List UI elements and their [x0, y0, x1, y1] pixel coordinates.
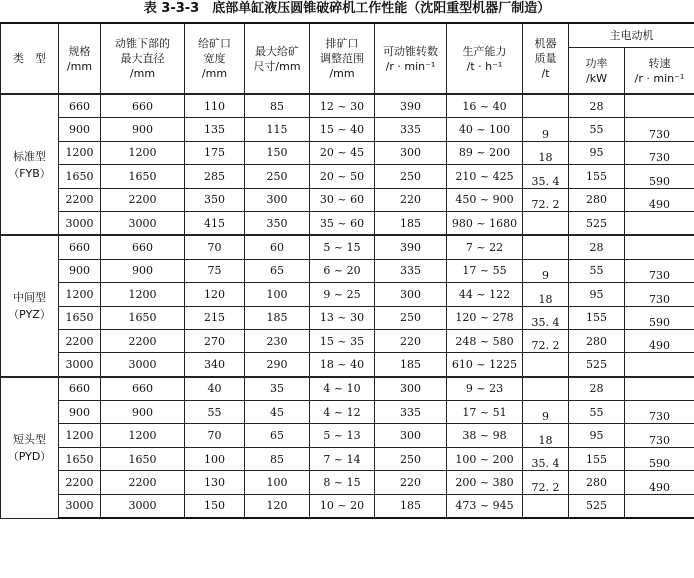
table-cell: 730 [625, 259, 694, 282]
table-cell: 3000 [101, 353, 185, 377]
table-cell: 415 [185, 211, 245, 235]
table-cell: 72. 2 [523, 188, 569, 211]
table-cell: 2200 [101, 329, 185, 352]
header-feed-width [185, 23, 245, 94]
table-row [1, 424, 694, 447]
table-cell: 13 ~ 30 [310, 306, 375, 329]
table-cell: 18 [523, 141, 569, 164]
table-cell: 1650 [59, 165, 101, 188]
table-cell: 12 ~ 30 [310, 94, 375, 118]
table-cell: 110 [185, 94, 245, 118]
table-cell: 9 [523, 401, 569, 424]
table-cell: 38 ~ 98 [447, 424, 523, 447]
table-cell: 473 ~ 945 [447, 494, 523, 518]
table-cell: 730 [625, 401, 694, 424]
table-cell: 900 [101, 118, 185, 141]
table-cell: 660 [59, 94, 101, 118]
header-spec-line2: /mm [66, 59, 93, 73]
table-cell: 335 [375, 118, 447, 141]
header-discharge-range [310, 23, 375, 94]
table-cell [523, 235, 569, 259]
table-cell [523, 211, 569, 235]
table-cell: 590 [625, 306, 694, 329]
table-cell: 250 [245, 165, 310, 188]
table-cell: 2200 [59, 329, 101, 352]
table-cell: 590 [625, 447, 694, 470]
table-cell: 900 [59, 118, 101, 141]
table-cell: 18 ~ 40 [310, 353, 375, 377]
table-cell: 490 [625, 329, 694, 352]
header-motor-power [569, 48, 625, 95]
table-cell: 44 ~ 122 [447, 283, 523, 306]
table-cell: 17 ~ 55 [447, 259, 523, 282]
header-cone-line2: 最大直径 [120, 52, 165, 65]
table-cell: 155 [569, 447, 625, 470]
table-cell: 55 [185, 401, 245, 424]
table-cell: 9 [523, 118, 569, 141]
table-cell: 270 [185, 329, 245, 352]
table-cell: 185 [375, 353, 447, 377]
header-feed-line2: 宽度 [203, 52, 226, 65]
table-cell: 525 [569, 353, 625, 377]
header-feed-line3: /mm [201, 67, 228, 80]
header-speed-line2: /r · min⁻¹ [385, 59, 436, 73]
table-cell: 185 [375, 494, 447, 518]
type-name-line: （PYZ） [8, 308, 51, 322]
table-cell: 85 [245, 447, 310, 470]
table-cell: 20 ~ 45 [310, 141, 375, 164]
table-row [1, 447, 694, 470]
table-row [1, 165, 694, 188]
table-row [1, 329, 694, 352]
type-cell [1, 235, 59, 376]
table-cell: 155 [569, 306, 625, 329]
table-cell: 335 [375, 259, 447, 282]
table-cell: 900 [59, 259, 101, 282]
type-cell [1, 377, 59, 518]
table-cell: 300 [375, 377, 447, 401]
table-cell: 1650 [101, 306, 185, 329]
table-cell: 15 ~ 35 [310, 329, 375, 352]
table-cell: 18 [523, 424, 569, 447]
table-cell: 390 [375, 235, 447, 259]
table-cell: 35. 4 [523, 447, 569, 470]
table-cell: 2200 [59, 471, 101, 494]
table-cell: 730 [625, 118, 694, 141]
table-cell [523, 377, 569, 401]
table-cell [523, 494, 569, 518]
table-cell: 15 ~ 40 [310, 118, 375, 141]
table-cell: 155 [569, 165, 625, 188]
table-cell: 95 [569, 141, 625, 164]
header-capacity-line2: /t · h⁻¹ [466, 59, 503, 73]
table-cell [625, 235, 694, 259]
table-cell: 8 ~ 15 [310, 471, 375, 494]
table-cell: 75 [185, 259, 245, 282]
table-cell: 250 [375, 447, 447, 470]
table-row [1, 141, 694, 164]
table-cell: 220 [375, 329, 447, 352]
table-cell: 135 [185, 118, 245, 141]
crusher-performance-table [0, 22, 694, 519]
table-cell: 285 [185, 165, 245, 188]
table-cell: 660 [101, 235, 185, 259]
table-cell: 55 [569, 401, 625, 424]
table-cell: 28 [569, 94, 625, 118]
table-cell: 72. 2 [523, 329, 569, 352]
table-cell: 660 [59, 235, 101, 259]
table-cell: 17 ~ 51 [447, 401, 523, 424]
table-cell: 20 ~ 50 [310, 165, 375, 188]
table-cell: 28 [569, 235, 625, 259]
table-cell: 200 ~ 380 [447, 471, 523, 494]
type-name-line: （PYD） [7, 449, 52, 463]
header-cone-speed [375, 23, 447, 94]
header-capacity [447, 23, 523, 94]
table-row [1, 306, 694, 329]
header-capacity-line1: 生产能力 [462, 44, 507, 58]
header-motor-speed [625, 48, 694, 95]
table-cell: 3000 [101, 211, 185, 235]
table-row [1, 235, 694, 259]
table-cell: 9 [523, 259, 569, 282]
table-body [1, 94, 694, 518]
table-cell: 1200 [59, 424, 101, 447]
table-cell: 89 ~ 200 [447, 141, 523, 164]
table-cell: 660 [101, 377, 185, 401]
table-cell [625, 377, 694, 401]
header-maxfeed-line2: 尺寸/mm [253, 59, 301, 73]
table-cell: 280 [569, 329, 625, 352]
table-cell: 525 [569, 494, 625, 518]
table-cell: 1650 [59, 306, 101, 329]
table-row [1, 377, 694, 401]
table-cell: 300 [375, 424, 447, 447]
type-name-line: 标准型 [13, 149, 46, 163]
table-row [1, 259, 694, 282]
table-cell: 525 [569, 211, 625, 235]
table-cell: 290 [245, 353, 310, 377]
table-cell: 28 [569, 377, 625, 401]
table-cell: 300 [245, 188, 310, 211]
table-cell: 1200 [101, 283, 185, 306]
table-cell: 100 [245, 283, 310, 306]
table-cell: 100 ~ 200 [447, 447, 523, 470]
table-row [1, 94, 694, 118]
table-cell: 70 [185, 424, 245, 447]
table-cell: 175 [185, 141, 245, 164]
table-row [1, 353, 694, 377]
table-cell: 300 [375, 141, 447, 164]
header-speed-line1: 可动锥转数 [383, 44, 438, 58]
table-row [1, 188, 694, 211]
header-main-motor: 主电动机 [569, 23, 694, 48]
header-machine-mass [523, 23, 569, 94]
header-discharge-line3: /mm [329, 67, 355, 80]
table-cell: 250 [375, 165, 447, 188]
table-cell: 5 ~ 15 [310, 235, 375, 259]
header-feed-line1: 给矿口 [198, 37, 231, 50]
table-cell: 115 [245, 118, 310, 141]
table-cell: 120 [185, 283, 245, 306]
table-cell: 60 [245, 235, 310, 259]
table-cell [625, 94, 694, 118]
table-cell: 55 [569, 259, 625, 282]
header-discharge-line1: 排矿口 [325, 37, 359, 50]
table-cell: 1200 [101, 424, 185, 447]
type-name-line: 中间型 [13, 291, 46, 305]
type-name-line: （FYB） [8, 166, 51, 180]
table-cell: 250 [375, 306, 447, 329]
header-cone-line1: 动锥下部的 [115, 37, 170, 50]
table-cell: 1200 [59, 141, 101, 164]
table-cell: 16 ~ 40 [447, 94, 523, 118]
header-mass-line1: 机器 [534, 37, 557, 50]
table-cell: 900 [59, 401, 101, 424]
table-cell: 1200 [101, 141, 185, 164]
table-cell: 490 [625, 188, 694, 211]
table-cell: 35. 4 [523, 165, 569, 188]
table-row [1, 494, 694, 518]
header-maxfeed-line1: 最大给矿 [255, 44, 299, 58]
table-cell: 350 [185, 188, 245, 211]
table-cell: 7 ~ 14 [310, 447, 375, 470]
table-cell: 215 [185, 306, 245, 329]
table-cell: 100 [185, 447, 245, 470]
table-cell: 1650 [101, 165, 185, 188]
table-cell: 900 [101, 401, 185, 424]
table-cell: 40 ~ 100 [447, 118, 523, 141]
table-cell: 40 [185, 377, 245, 401]
table-cell: 55 [569, 118, 625, 141]
header-cone-diameter [101, 23, 185, 94]
table-cell: 3000 [101, 494, 185, 518]
table-row [1, 471, 694, 494]
table-row [1, 283, 694, 306]
table-cell: 6 ~ 20 [310, 259, 375, 282]
table-cell: 220 [375, 471, 447, 494]
header-mass-line2: 质量 [534, 52, 557, 65]
table-cell: 10 ~ 20 [310, 494, 375, 518]
header-power-line1: 功率 [585, 56, 608, 70]
table-cell: 185 [245, 306, 310, 329]
header-motorspeed-line1: 转速 [648, 56, 671, 70]
table-cell: 70 [185, 235, 245, 259]
header-spec [59, 23, 101, 94]
table-cell: 340 [185, 353, 245, 377]
table-cell: 5 ~ 13 [310, 424, 375, 447]
table-cell: 660 [101, 94, 185, 118]
table-cell: 280 [569, 188, 625, 211]
header-type: 类 型 [1, 23, 59, 94]
table-cell: 590 [625, 165, 694, 188]
table-cell [625, 211, 694, 235]
table-cell: 95 [569, 424, 625, 447]
table-cell: 980 ~ 1680 [447, 211, 523, 235]
table-cell: 185 [375, 211, 447, 235]
table-cell: 120 [245, 494, 310, 518]
type-name-line: 短头型 [13, 432, 46, 446]
table-cell: 2200 [101, 471, 185, 494]
table-cell: 9 ~ 23 [447, 377, 523, 401]
table-cell: 248 ~ 580 [447, 329, 523, 352]
header-power-line2: /kW [586, 71, 607, 85]
table-cell: 300 [375, 283, 447, 306]
table-cell: 150 [185, 494, 245, 518]
table-cell: 100 [245, 471, 310, 494]
table-title: 表 3-3-3 底部单缸液压圆锥破碎机工作性能（沈阳重型机器厂制造） [143, 1, 551, 16]
table-cell: 2200 [59, 188, 101, 211]
table-cell: 350 [245, 211, 310, 235]
table-cell: 280 [569, 471, 625, 494]
table-cell: 450 ~ 900 [447, 188, 523, 211]
header-cone-line3: /mm [129, 67, 156, 80]
table-row [1, 118, 694, 141]
table-cell [625, 353, 694, 377]
table-cell: 390 [375, 94, 447, 118]
table-row [1, 211, 694, 235]
header-discharge-line2: 调整范围 [320, 52, 364, 65]
table-cell: 4 ~ 10 [310, 377, 375, 401]
table-cell: 220 [375, 188, 447, 211]
table-cell: 900 [101, 259, 185, 282]
table-cell: 2200 [101, 188, 185, 211]
table-cell: 9 ~ 25 [310, 283, 375, 306]
table-cell: 72. 2 [523, 471, 569, 494]
table-cell: 3000 [59, 211, 101, 235]
table-cell: 35 [245, 377, 310, 401]
table-cell: 660 [59, 377, 101, 401]
table-cell: 45 [245, 401, 310, 424]
header-max-feed-size [245, 23, 310, 94]
table-cell: 30 ~ 60 [310, 188, 375, 211]
table-cell: 65 [245, 259, 310, 282]
table-cell: 610 ~ 1225 [447, 353, 523, 377]
table-cell: 4 ~ 12 [310, 401, 375, 424]
table-cell: 730 [625, 283, 694, 306]
table-cell: 1650 [101, 447, 185, 470]
table-cell [523, 94, 569, 118]
table-cell: 490 [625, 471, 694, 494]
table-cell: 730 [625, 424, 694, 447]
table-cell: 95 [569, 283, 625, 306]
table-cell: 1200 [59, 283, 101, 306]
table-cell: 730 [625, 141, 694, 164]
table-cell: 130 [185, 471, 245, 494]
header-spec-line1: 规格 [68, 44, 91, 58]
header-motorspeed-line2: /r · min⁻¹ [634, 71, 685, 85]
table-cell: 35. 4 [523, 306, 569, 329]
table-cell: 335 [375, 401, 447, 424]
table-cell [523, 353, 569, 377]
table-cell: 210 ~ 425 [447, 165, 523, 188]
table-cell: 3000 [59, 353, 101, 377]
table-cell: 18 [523, 283, 569, 306]
table-row [1, 401, 694, 424]
type-cell [1, 94, 59, 235]
table-cell: 120 ~ 278 [447, 306, 523, 329]
table-cell: 150 [245, 141, 310, 164]
table-cell: 85 [245, 94, 310, 118]
table-cell: 1650 [59, 447, 101, 470]
table-cell: 7 ~ 22 [447, 235, 523, 259]
table-cell: 3000 [59, 494, 101, 518]
table-cell [625, 494, 694, 518]
header-mass-line3: /t [541, 67, 550, 80]
table-cell: 230 [245, 329, 310, 352]
table-cell: 65 [245, 424, 310, 447]
table-cell: 35 ~ 60 [310, 211, 375, 235]
